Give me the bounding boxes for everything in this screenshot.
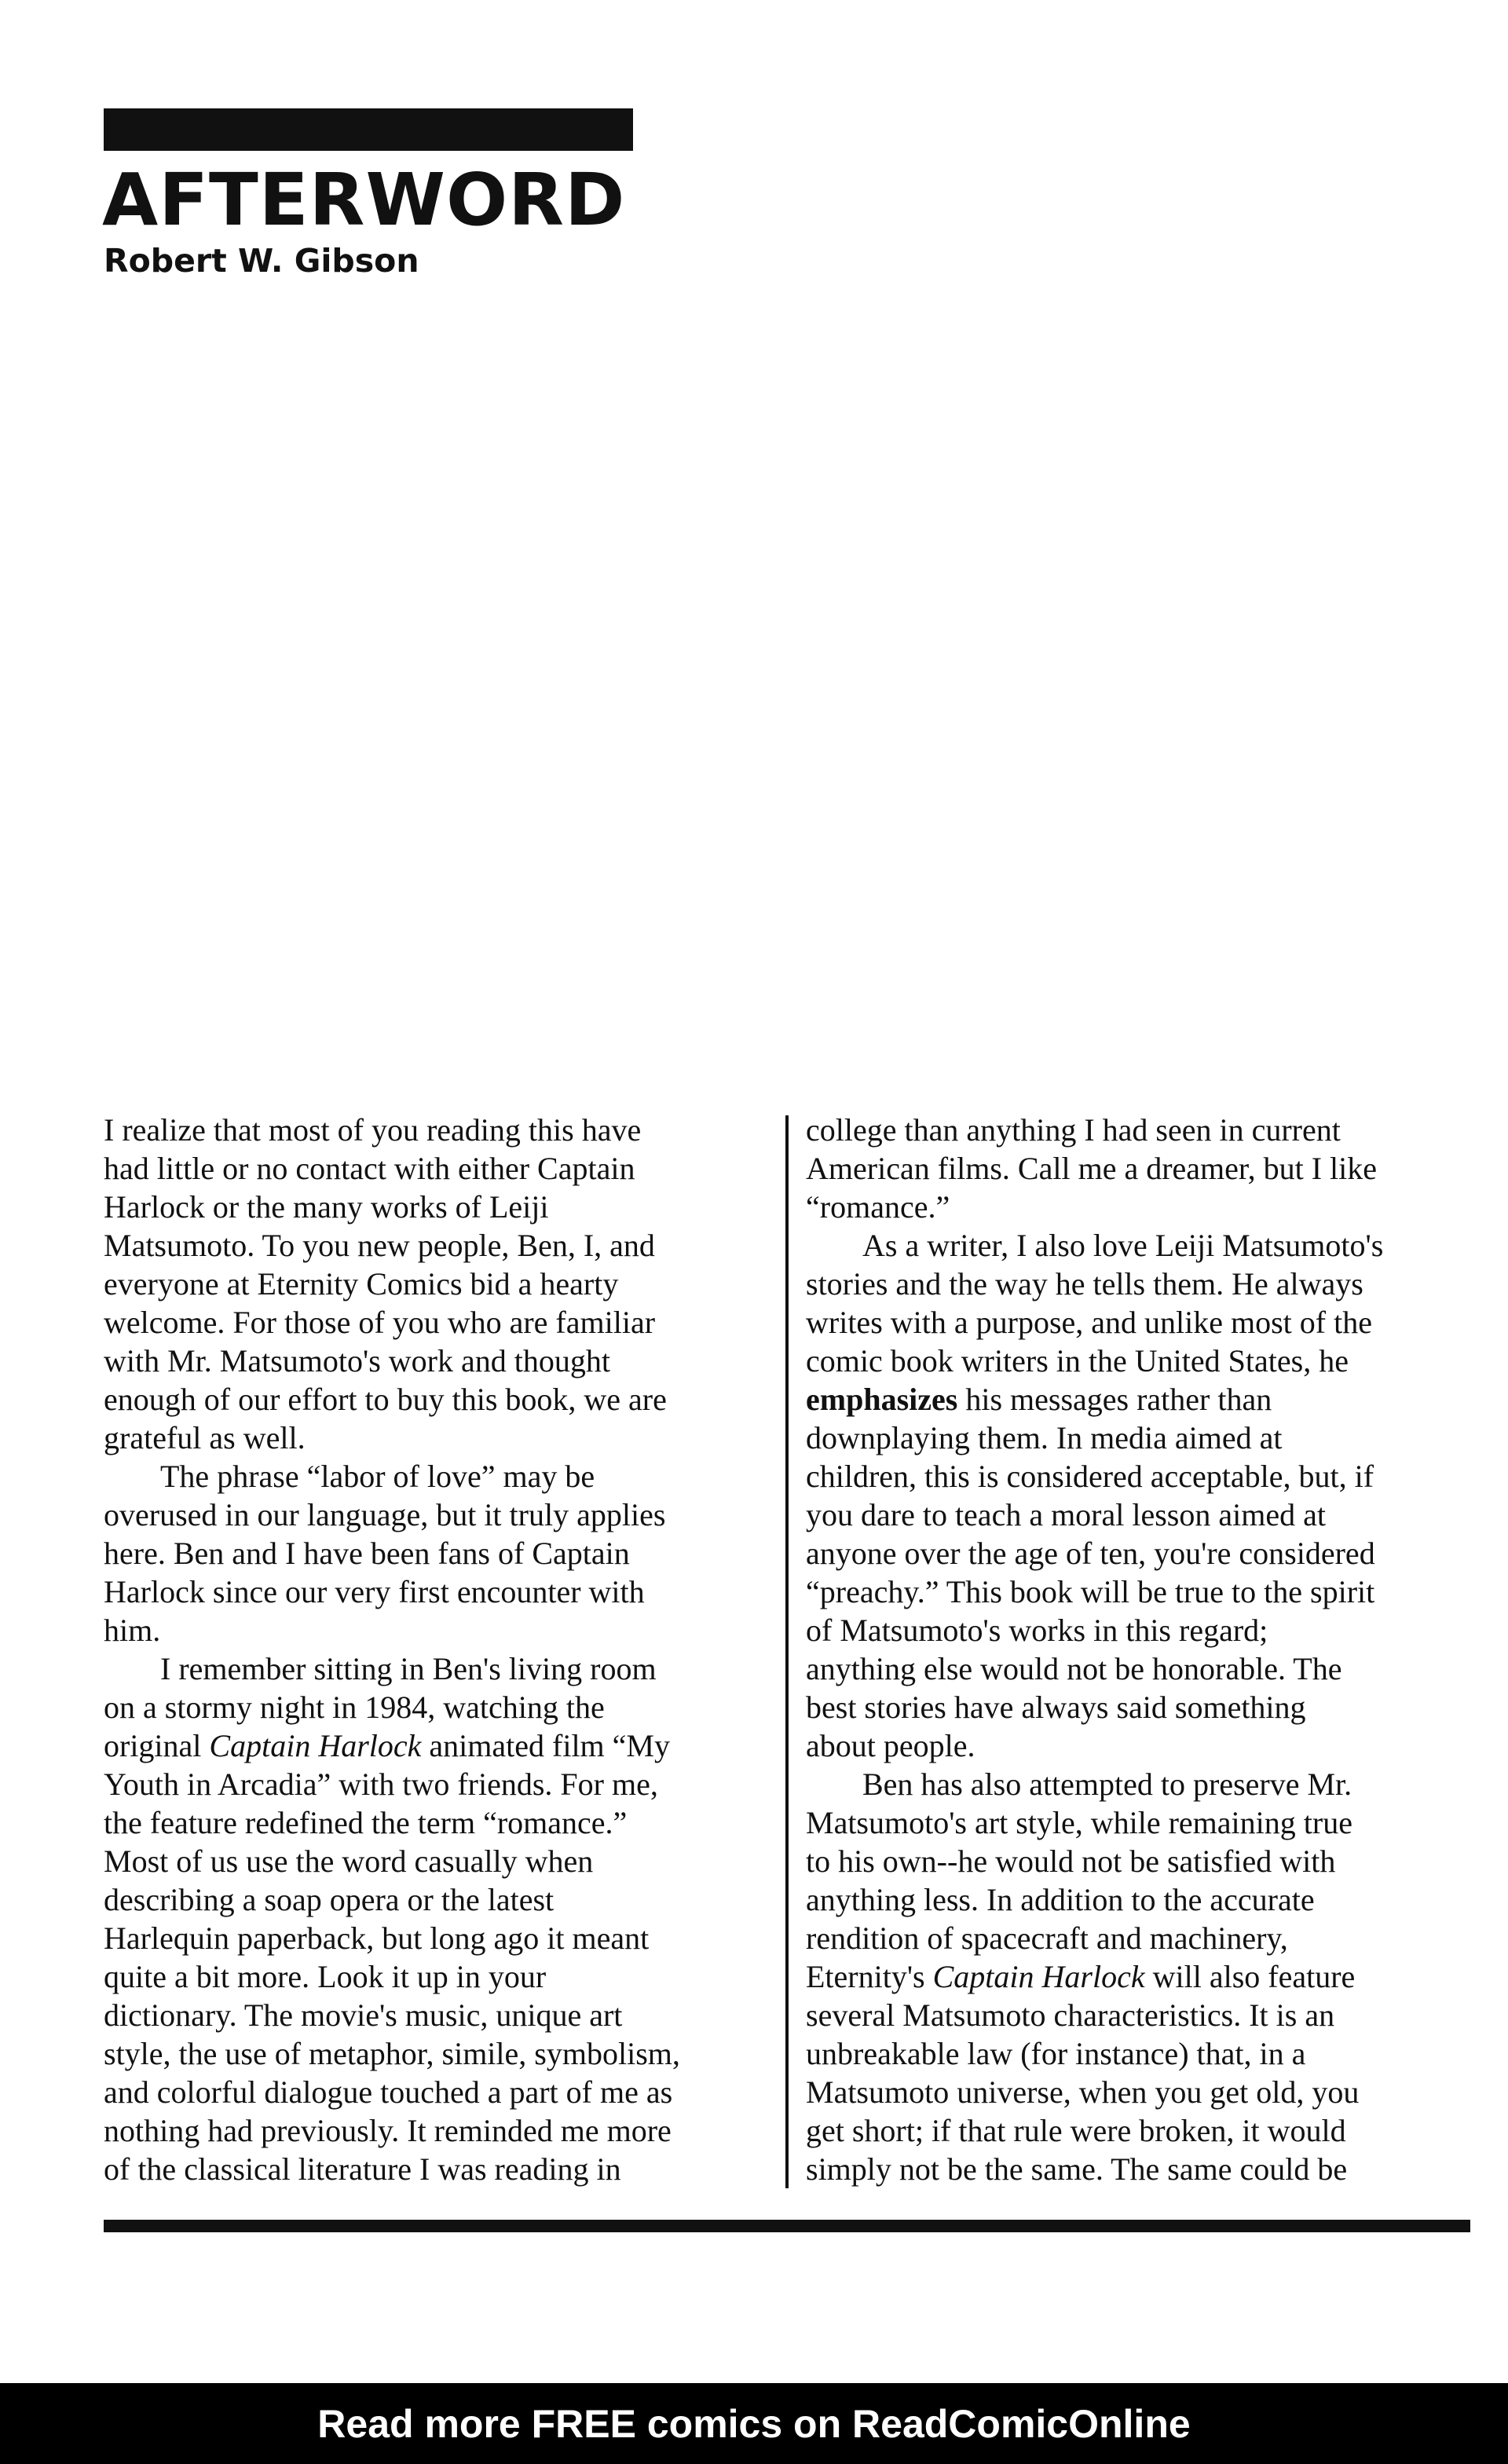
- right-paragraph-3-text-b: will also feature several Matsumoto characteristics. It is an unbreakable law (for instance) that, in a Matsumoto universe, when you get old, you get short; if that rule were broken, it would simply not be the same. The same could be: [806, 1959, 1360, 2187]
- left-column: [104, 1111, 775, 2188]
- right-paragraph-2: [806, 1226, 1481, 1765]
- footer-promo-link[interactable]: Read more FREE comics on ReadComicOnline: [317, 2401, 1191, 2446]
- right-paragraph-2-emphasis: emphasizes: [806, 1382, 958, 1417]
- title-bar-decoration: [104, 108, 633, 151]
- right-paragraph-3: [806, 1765, 1481, 2188]
- column-divider: [785, 1115, 789, 2188]
- author-byline: Robert W. Gibson: [104, 242, 419, 280]
- left-paragraph-2: The phrase “labor of love” may be overused in our language, but it truly applies here. Ben and I have been fans of Captain Harlock since our very first encounter with him.: [104, 1459, 666, 1648]
- page-title: AFTERWORD: [102, 158, 626, 242]
- left-paragraph-3: [104, 1649, 775, 2188]
- right-paragraph-3-text-a: Ben has also attempted to preserve Mr. Matsumoto's art style, while remaining true to his own--he would not be satisfied with anything less. In addition to the accurate rendition of spacecraft and machinery, Eternity's: [806, 1767, 1352, 1994]
- left-paragraph-3-text-b: animated film “My Youth in Arcadia” with two friends. For me, the feature redefined the term “romance.” Most of us use the word casually when describing a soap opera or the latest Harlequin paperback, but long ago it meant quite a bit more. Look it up in your dictionary. The movie's music, unique art style, the use of metaphor, simile, symbolism, and colorful dialogue touched a part of me as nothing had previously. It reminded me more of the classical literature I was reading in: [104, 1728, 680, 2187]
- right-paragraph-2-text-b: his messages rather than downplaying them. In media aimed at children, this is considered acceptable, but, if you dare to teach a moral lesson aimed at anyone over the age of ten, you're considered “preachy.” This book will be true to the spirit of Matsumoto's works in this regard; anything else would not be honorable. The best stories have always said something about people.: [806, 1382, 1375, 1763]
- right-paragraph-1: college than anything I had seen in current American films. Call me a dreamer, but I like “romance.”: [806, 1112, 1378, 1225]
- right-paragraph-3-title: Captain Harlock: [932, 1959, 1145, 1994]
- bottom-rule: [104, 2220, 1470, 2232]
- footer-banner: [0, 2383, 1508, 2464]
- left-paragraph-3-title: Captain Harlock: [209, 1728, 422, 1763]
- left-paragraph-3-text-a: I remember sitting in Ben's living room on a stormy night in 1984, watching the original: [104, 1651, 657, 1763]
- left-paragraph-1: I realize that most of you reading this have had little or no contact with either Captain Harlock or the many works of Leiji Matsumoto. To you new people, Ben, I, and everyone at Eternity Comics bid a hearty welcome. For those of you who are familiar with Mr. Matsumoto's work and thought enough of our effort to buy this book, we are grateful as well.: [104, 1112, 667, 1455]
- right-column: [806, 1111, 1481, 2188]
- right-paragraph-2-text-a: As a writer, I also love Leiji Matsumoto's stories and the way he tells them. He always writes with a purpose, and unlike most of the comic book writers in the United States, he: [806, 1228, 1384, 1378]
